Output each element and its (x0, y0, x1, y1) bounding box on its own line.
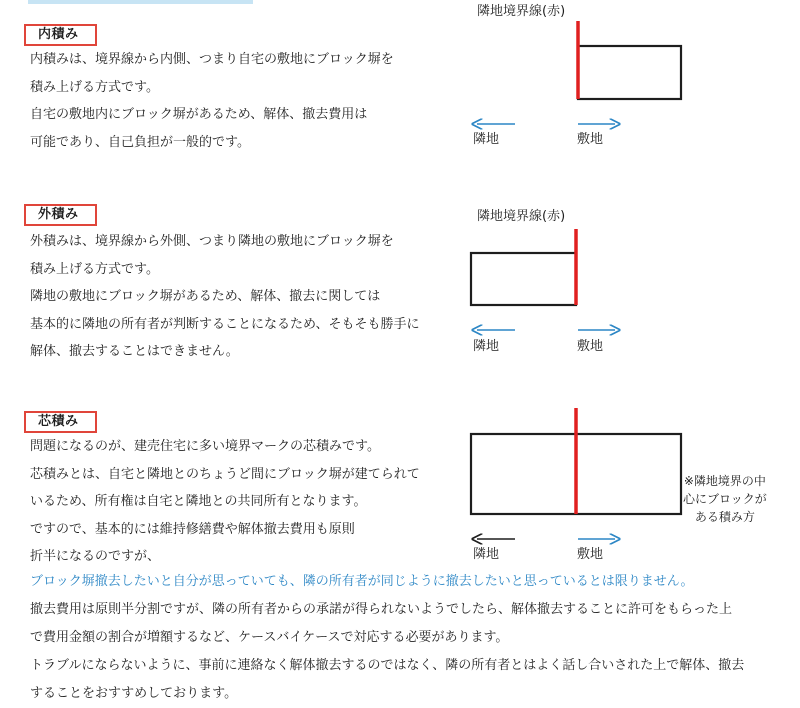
text-line: 折半になるのですが、 (30, 549, 161, 564)
boundary-line-label: 隣地境界線(赤) (477, 4, 566, 19)
section-label-shinzumi: 芯積み (24, 411, 97, 433)
section-label-uchizumi: 内積み (24, 24, 97, 46)
text-line: いるため、所有権は自宅と隣地との共同所有となります。 (30, 494, 367, 509)
label-neighbor-land: 隣地 (473, 547, 500, 562)
text-line: 自宅の敷地内にブロック塀があるため、解体、撤去費用は (30, 107, 368, 122)
text-line: 積み上げる方式です。 (30, 79, 159, 95)
text-line: 解体、撤去することはできません。 (30, 344, 239, 359)
label-own-land: 敷地 (577, 339, 604, 354)
text-line: 内積みは、境界線から内側、つまり自宅の敷地にブロック塀を (30, 52, 394, 67)
note-line: ある積み方 (694, 510, 755, 524)
label-own-land: 敷地 (577, 547, 604, 562)
diagram-sotozumi (465, 205, 695, 355)
text-line: 隣地の敷地にブロック塀があるため、解体、撤去に関しては (30, 289, 381, 304)
top-decoration-band (28, 0, 253, 4)
label-own-land: 敷地 (577, 132, 604, 147)
text-line: 芯積みとは、自宅と隣地とのちょうど間にブロック塀が建てられて (30, 466, 420, 482)
text-line: 撤去費用は原則半分割ですが、隣の所有者からの承諾が得られないようでしたら、解体撤去することに許可をもらった上 (30, 602, 733, 617)
diagram-shinzumi (465, 405, 795, 565)
note-line: 心にブロックが (683, 492, 767, 506)
boundary-line-label: 隣地境界線(赤) (477, 209, 566, 224)
paragraph-shinzumi (30, 433, 420, 571)
paragraph-uchizumi (30, 46, 394, 156)
text-line: 積み上げる方式です。 (30, 261, 159, 277)
highlight-sentence: ブロック塀撤去したいと自分が思っていても、隣の所有者が同じように撤去したいと思っているとは限りません。 (30, 574, 694, 589)
label-neighbor-land: 隣地 (473, 339, 500, 354)
text-line: 基本的に隣地の所有者が判断することになるため、そもそも勝手に (30, 316, 420, 332)
diagram-shinzumi-graphic (465, 405, 695, 565)
block-wall-rect (471, 253, 576, 305)
paragraph-sotozumi (30, 228, 419, 366)
note-line: ※隣地境界の中 (683, 474, 766, 488)
diagram-note (683, 472, 767, 526)
text-line: で費用金額の割合が増額するなど、ケースバイケースで対応する必要があります。 (30, 630, 509, 645)
text-line: ですので、基本的には維持修繕費や解体撤去費用も原則 (30, 521, 355, 537)
text-line: トラブルにならないように、事前に連絡なく解体撤去するのではなく、隣の所有者とはよく話し合いされた上で解体、撤去 (30, 658, 745, 673)
text-line: することをおすすめしております。 (30, 686, 238, 701)
closing-paragraph (30, 568, 790, 708)
label-neighbor-land: 隣地 (473, 132, 500, 147)
section-label-sotozumi: 外積み (24, 204, 97, 226)
diagram-sotozumi-graphic (465, 205, 695, 355)
diagram-uchizumi (465, 0, 695, 150)
text-line: 可能であり、自己負担が一般的です。 (30, 134, 250, 150)
block-wall-rect (578, 46, 681, 99)
text-line: 問題になるのが、建売住宅に多い境界マークの芯積みです。 (30, 439, 380, 454)
text-line: 外積みは、境界線から外側、つまり隣地の敷地にブロック塀を (30, 234, 394, 249)
